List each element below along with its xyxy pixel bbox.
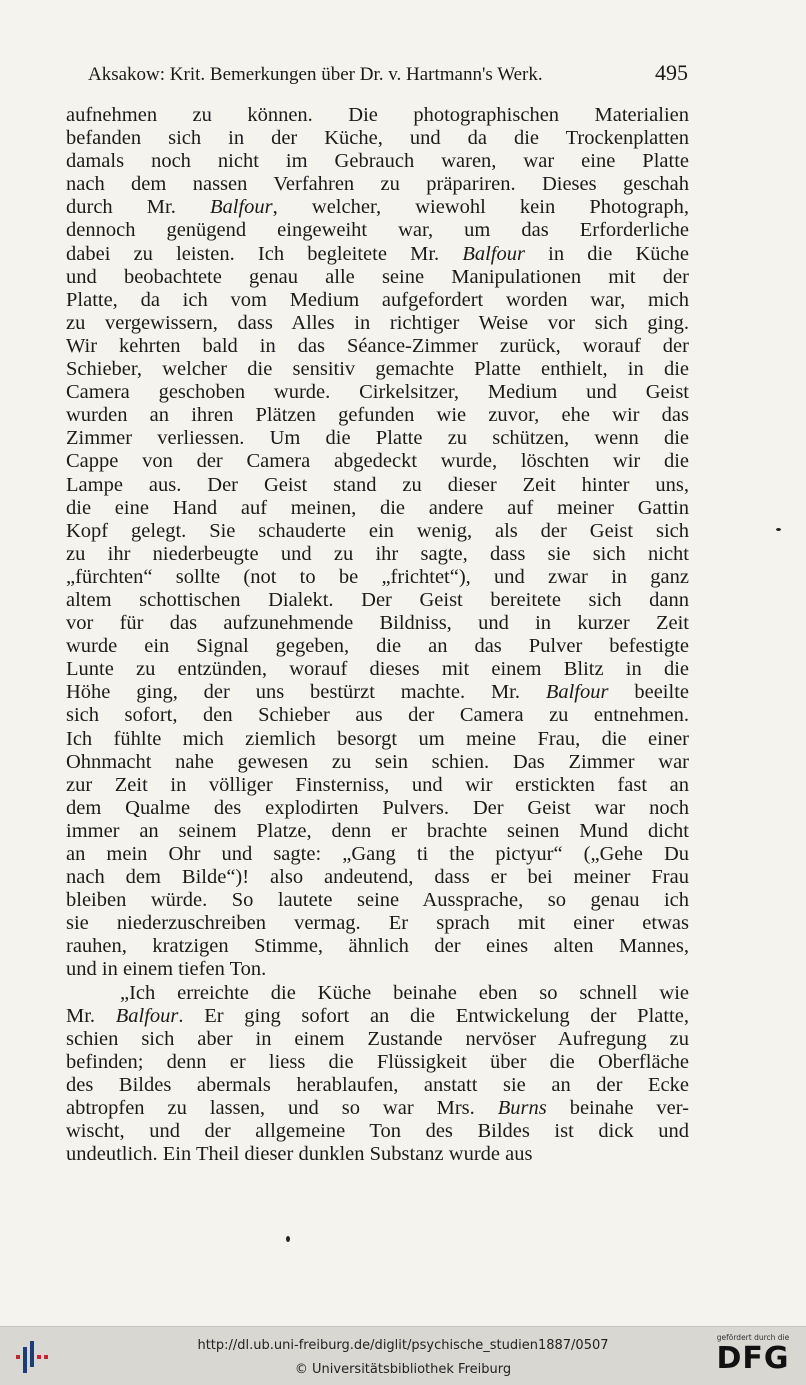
text-line: Höhe ging, der uns bestürzt machte. Mr. Balfour beeilte bbox=[66, 681, 689, 704]
text-line: befinden; denn er liess die Flüssigkeit über die Oberfläche bbox=[66, 1050, 689, 1073]
text-line: zu ihr niederbeugte und zu ihr sagte, dass sie sich nicht bbox=[66, 542, 689, 565]
text-line: Schieber, welcher die sensitiv gemachte Platte enthielt, in die bbox=[66, 358, 689, 381]
text-line: Ohnmacht nahe gewesen zu sein schien. Das Zimmer war bbox=[66, 750, 689, 773]
text-line: dennoch genügend eingeweiht war, um das Erforderliche bbox=[66, 219, 689, 242]
text-line: dabei zu leisten. Ich begleitete Mr. Balfour in die Küche bbox=[66, 242, 689, 265]
running-title: Aksakow: Krit. Bemerkungen über Dr. v. Hartmann's Werk. bbox=[88, 64, 543, 85]
text-line: sich sofort, den Schieber aus der Camera zu entnehmen. bbox=[66, 704, 689, 727]
text-line: Wir kehrten bald in das Séance-Zimmer zurück, worauf der bbox=[66, 334, 689, 357]
text-line: damals noch nicht im Gebrauch waren, war eine Platte bbox=[66, 150, 689, 173]
text-line: aufnehmen zu können. Die photographischen Materialien bbox=[66, 104, 689, 126]
text-line: rauhen, kratzigen Stimme, ähnlich der eines alten Mannes, bbox=[66, 935, 689, 958]
text-line: immer an seinem Platze, denn er brachte seinen Mund dicht bbox=[66, 819, 689, 842]
page-number: 495 bbox=[655, 60, 688, 85]
text-line: wischt, und der allgemeine Ton des Bildes ist dick und bbox=[66, 1120, 689, 1143]
permalink-url[interactable]: http://dl.ub.uni-freiburg.de/diglit/psychische_studien1887/0507 bbox=[197, 1338, 609, 1353]
text-line: vor für das aufzunehmende Bildniss, und in kurzer Zeit bbox=[66, 612, 689, 635]
text-line: Cappe von der Camera abgedeckt wurde, löschten wir die bbox=[66, 450, 689, 473]
text-line: befanden sich in der Küche, und da die Trockenplatten bbox=[66, 127, 689, 150]
copyright-notice: © Universitätsbibliothek Freiburg bbox=[294, 1362, 512, 1377]
text-line: und in einem tiefen Ton. bbox=[66, 958, 267, 981]
text-line: dem Qualme des explodirten Pulvers. Der Geist war noch bbox=[66, 796, 689, 819]
text-line: Camera geschoben wurde. Cirkelsitzer, Medium und Geist bbox=[66, 381, 689, 404]
text-line: Lunte zu entzünden, worauf dieses mit einem Blitz in die bbox=[66, 658, 689, 681]
text-line: zur Zeit in völliger Finsterniss, und wir erstickten fast an bbox=[66, 773, 689, 796]
text-line: abtropfen zu lassen, und so war Mrs. Burns beinahe ver- bbox=[66, 1097, 689, 1120]
text-line: „fürchten“ sollte (not to be „frichtet“), und zwar in ganz bbox=[66, 565, 689, 588]
ink-speck bbox=[286, 1236, 290, 1242]
text-line: altem schottischen Dialekt. Der Geist bereitete sich dann bbox=[66, 588, 689, 611]
viewer-footer bbox=[0, 1326, 806, 1385]
text-line: Ich fühlte mich ziemlich besorgt um meine Frau, die einer bbox=[66, 727, 689, 750]
text-line: Lampe aus. Der Geist stand zu dieser Zeit hinter uns, bbox=[66, 473, 689, 496]
text-line: Platte, da ich vom Medium aufgefordert worden war, mich bbox=[66, 288, 689, 311]
running-header bbox=[88, 60, 688, 90]
text-line: durch Mr. Balfour, welcher, wiewohl kein Photograph, bbox=[66, 196, 689, 219]
text-line: wurde ein Signal gegeben, die an das Pulver befestigte bbox=[66, 635, 689, 658]
text-line: des Bildes abermals herablaufen, anstatt sie an der Ecke bbox=[66, 1073, 689, 1096]
dfg-logo bbox=[710, 1333, 796, 1381]
text-line: nach dem Bilde“)! also andeutend, dass er bei meiner Frau bbox=[66, 866, 689, 889]
body-text bbox=[66, 104, 689, 1166]
text-line: Mr. Balfour. Er ging sofort an die Entwickelung der Platte, bbox=[66, 1004, 689, 1027]
funder-note: gefördert durch die bbox=[716, 1333, 790, 1342]
text-line: sie niederzuschreiben vermag. Er sprach mit einer etwas bbox=[66, 912, 689, 935]
text-line: und beobachtete genau alle seine Manipulationen mit der bbox=[66, 265, 689, 288]
text-line: nach dem nassen Verfahren zu präpariren. Dieses geschah bbox=[66, 173, 689, 196]
text-line: wurden an ihren Plätzen gefunden wie zuvor, ehe wir das bbox=[66, 404, 689, 427]
margin-mark bbox=[776, 528, 781, 531]
funder-logo-text: DFG bbox=[716, 1341, 790, 1376]
text-line: zu vergewissern, dass Alles in richtiger Weise vor sich ging. bbox=[66, 311, 689, 334]
text-line: undeutlich. Ein Theil dieser dunklen Substanz wurde aus bbox=[66, 1143, 533, 1166]
text-line: an mein Ohr und sagte: „Gang ti the pictyur“ („Gehe Du bbox=[66, 843, 689, 865]
text-line: die eine Hand auf meinen, die andere auf meiner Gattin bbox=[66, 496, 689, 519]
text-line: Zimmer verliessen. Um die Platte zu schützen, wenn die bbox=[66, 427, 689, 450]
text-line: „Ich erreichte die Küche beinahe eben so schnell wie bbox=[120, 981, 689, 1004]
text-line: schien sich aber in einem Zustande nervöser Aufregung zu bbox=[66, 1027, 689, 1050]
text-line: bleiben würde. So lautete seine Aussprache, so genau ich bbox=[66, 889, 689, 912]
text-line: Kopf gelegt. Sie schauderte ein wenig, als der Geist sich bbox=[66, 519, 689, 542]
